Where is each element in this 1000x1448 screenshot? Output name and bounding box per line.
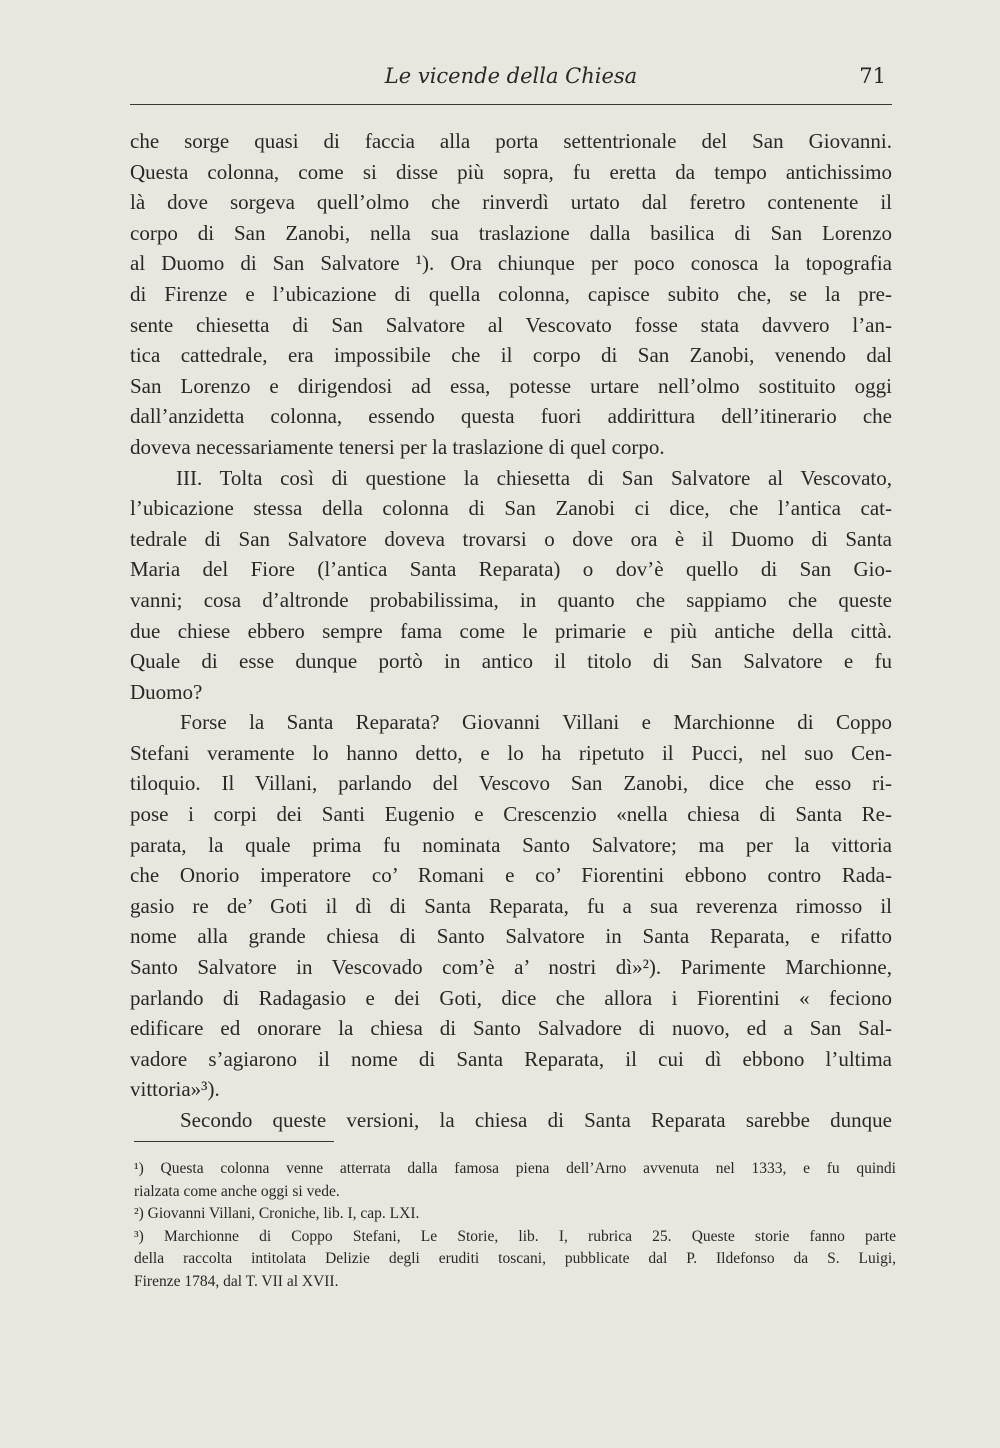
body-text: [130, 126, 892, 1136]
text-line: Maria del Fiore (l’antica Santa Reparata) o dov’è quello di San Gio-: [130, 557, 892, 582]
text-line: nome alla grande chiesa di Santo Salvatore in Santa Reparata, e rifatto: [130, 924, 892, 949]
text-line: vanni; cosa d’altronde probabilissima, in quanto che sappiamo che queste: [130, 587, 892, 612]
footnote-line: rialzata come anche oggi si vede.: [134, 1182, 340, 1200]
text-line: gasio re de’ Goti il dì di Santa Reparata, fu a sua reverenza rimosso il: [130, 893, 892, 918]
text-line: tedrale di San Salvatore doveva trovarsi o dove ora è il Duomo di Santa: [130, 526, 892, 551]
text-line: Quale di esse dunque portò in antico il titolo di San Salvatore e fu: [130, 649, 892, 674]
text-line: Secondo queste versioni, la chiesa di Santa Reparata sarebbe dunque: [180, 1108, 892, 1132]
text-line: Forse la Santa Reparata? Giovanni Villani e Marchionne di Coppo: [180, 710, 892, 735]
footnote-line: Firenze 1784, dal T. VII al XVII.: [134, 1272, 339, 1290]
footnote-line: ³) Marchionne di Coppo Stefani, Le Storie, lib. I, rubrica 25. Queste storie fanno parte: [134, 1227, 896, 1245]
text-line: Questa colonna, come si disse più sopra, fu eretta da tempo antichissimo: [130, 159, 892, 184]
text-line: là dove sorgeva quell’olmo che rinverdì urtato dal feretro contenente il: [130, 190, 892, 215]
text-line: San Lorenzo e dirigendosi ad essa, potesse urtare nell’olmo sostituito oggi: [130, 373, 892, 398]
footnotes: [134, 1158, 896, 1294]
footnote-line: della raccolta intitolata Delizie degli eruditi toscani, pubblicate dal P. Ildefonso da S. Luigi,: [134, 1250, 896, 1268]
text-line: edificare ed onorare la chiesa di Santo Salvadore di nuovo, ed a San Sal-: [130, 1016, 892, 1041]
text-line: che Onorio imperatore co’ Romani e co’ Fiorentini ebbono contro Rada-: [130, 863, 892, 888]
text-line: pose i corpi dei Santi Eugenio e Crescenzio «nella chiesa di Santa Re-: [130, 802, 892, 827]
text-line: Duomo?: [130, 679, 203, 704]
text-line: Santo Salvatore in Vescovado com’è a’ nostri dì»²). Parimente Marchionne,: [130, 955, 892, 980]
text-line: che sorge quasi di faccia alla porta settentrionale del San Giovanni.: [130, 129, 892, 153]
page-header: [130, 64, 892, 94]
text-line: vittoria»³).: [130, 1077, 220, 1102]
text-line: parlando di Radagasio e dei Goti, dice che allora i Fiorentini « feciono: [130, 985, 892, 1010]
text-line: due chiese ebbero sempre fama come le primarie e più antiche della città.: [130, 618, 892, 643]
text-line: doveva necessariamente tenersi per la traslazione di quel corpo.: [130, 434, 665, 459]
text-line: tica cattedrale, era impossibile che il corpo di San Zanobi, venendo dal: [130, 343, 892, 368]
text-line: parata, la quale prima fu nominata Santo Salvatore; ma per la vittoria: [130, 832, 892, 857]
text-line: vadore s’agiarono il nome di Santa Reparata, il cui dì ebbono l’ultima: [130, 1046, 892, 1071]
text-line: sente chiesetta di San Salvatore al Vescovato fosse stata davvero l’an-: [130, 312, 892, 337]
text-line: di Firenze e l’ubicazione di quella colonna, capisce subito che, se la pre-: [130, 281, 892, 306]
text-line: dall’anzidetta colonna, essendo questa fuori addirittura dell’itinerario che: [130, 404, 892, 429]
footnote-line: ²) Giovanni Villani, Croniche, lib. I, cap. LXI.: [134, 1205, 420, 1223]
footnote-rule: [134, 1141, 334, 1142]
text-line: al Duomo di San Salvatore ¹). Ora chiunque per poco conosca la topografia: [130, 251, 892, 276]
text-line: tiloquio. Il Villani, parlando del Vescovo San Zanobi, dice che esso ri-: [130, 771, 892, 796]
running-title: Le vicende della Chiesa: [384, 64, 638, 88]
text-line: III. Tolta così di questione la chiesetta di San Salvatore al Vescovato,: [176, 465, 892, 490]
text-line: corpo di San Zanobi, nella sua traslazione dalla basilica di San Lorenzo: [130, 220, 892, 245]
page-number: 71: [859, 64, 886, 88]
text-line: l’ubicazione stessa della colonna di San Zanobi ci dice, che l’antica cat-: [130, 496, 892, 521]
footnote-line: ¹) Questa colonna venne atterrata dalla famosa piena dell’Arno avvenuta nel 1333, e fu quindi: [134, 1160, 896, 1177]
header-rule: [130, 104, 892, 105]
text-line: Stefani veramente lo hanno detto, e lo ha ripetuto il Pucci, nel suo Cen-: [130, 740, 892, 765]
